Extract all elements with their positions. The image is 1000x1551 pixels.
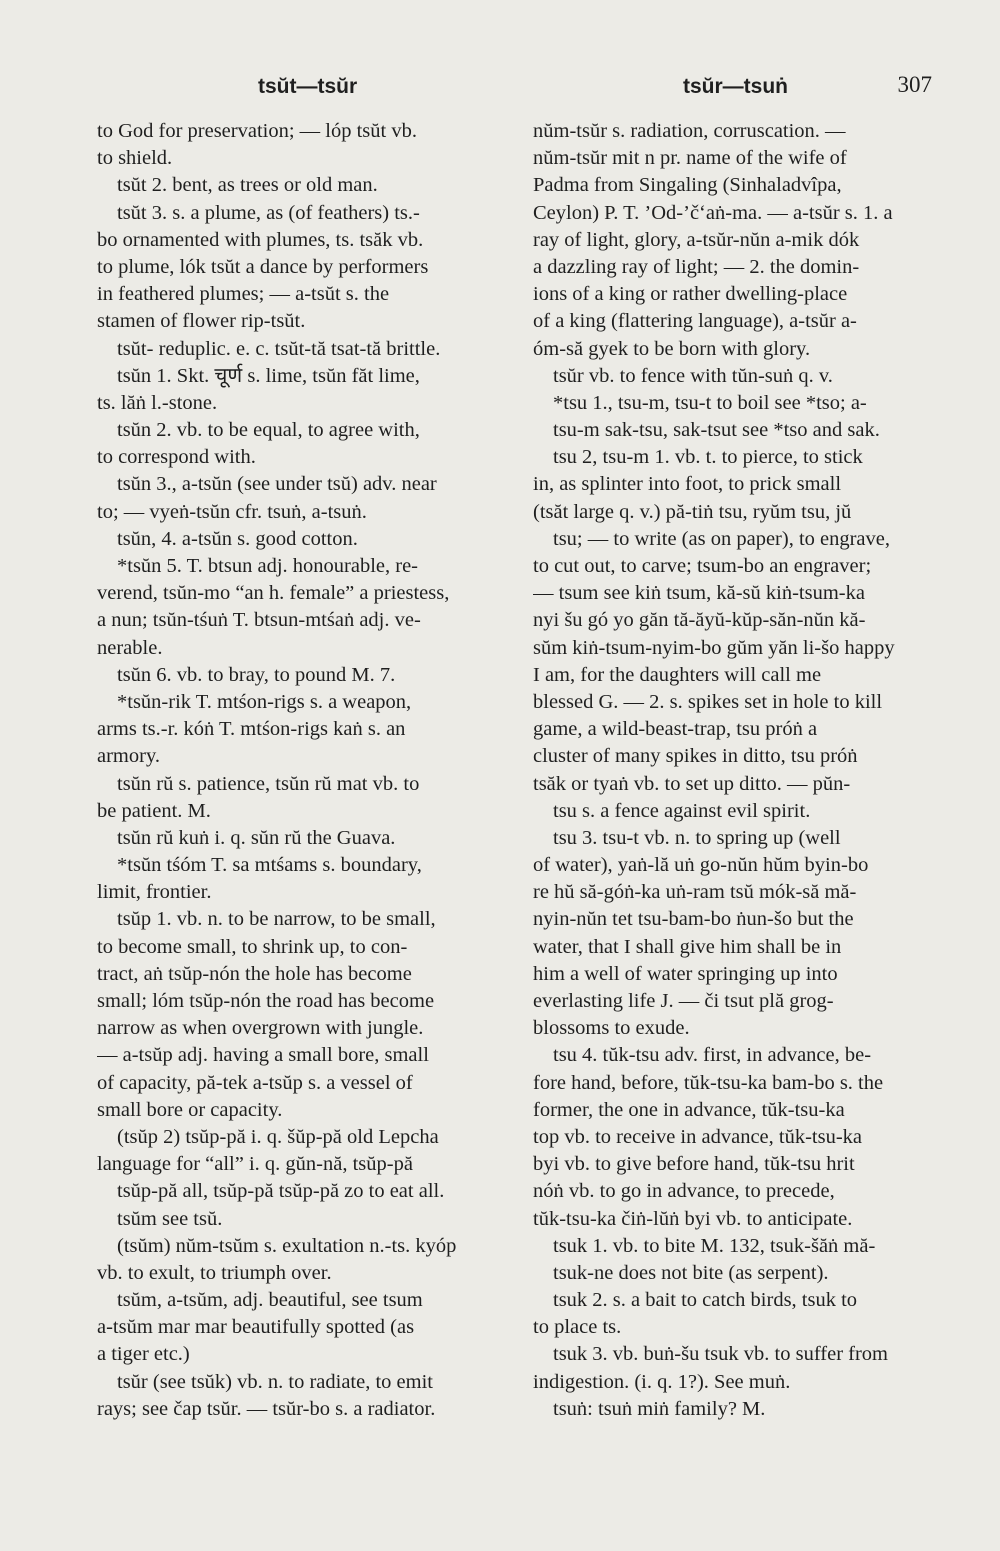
entry-line: of a king (flattering language), a-tsŭr a- (533, 310, 857, 333)
entry-line: nerable. (97, 636, 163, 659)
entry-line: game, a wild-beast-trap, tsu próṅ a (533, 718, 818, 741)
entry-line: everlasting life J. — či tsut plă grog- (533, 990, 834, 1012)
entry-line: tsŭn 1. Skt. चूर्ण s. lime, tsŭn făt lime, (117, 364, 420, 387)
entry-line: tsŭn rŭ s. patience, tsŭn rŭ mat vb. to (117, 772, 420, 795)
running-head-left: tsŭt—tsŭr (258, 75, 358, 98)
entry-line: tsŭn 3., a-tsŭn (see under tsŭ) adv. near (117, 473, 437, 496)
entry-line: — a-tsŭp adj. having a small bore, small (97, 1044, 429, 1067)
entry-line: fore hand, before, tŭk-tsu-ka bam-bo s. the (533, 1071, 884, 1094)
entry-line: bo ornamented with plumes, ts. tsăk vb. (97, 228, 424, 251)
right-column (533, 118, 945, 1423)
entry-line: tsŭn rŭ kuṅ i. q. sŭn rŭ the Guava. (117, 826, 396, 849)
entry-line: to God for preservation; — lóp tsŭt vb. (97, 120, 417, 142)
entry-line: a nun; tsŭn-tśuṅ T. btsun-mtśaṅ adj. ve- (97, 609, 421, 632)
entry-line: Ceylon) P. T. ’Od-’č‘aṅ-ma. — a-tsŭr s. 1. a (533, 201, 893, 224)
entry-line: tsŭr vb. to fence with tŭn-suṅ q. v. (553, 364, 833, 387)
entry-line: small; lóm tsŭp-nón the road has become (97, 990, 435, 1012)
entry-line: of capacity, pă-tek a-tsŭp s. a vessel of (97, 1071, 413, 1094)
entry-line: nóṅ vb. to go in advance, to precede, (533, 1180, 835, 1203)
entry-line: narrow as when overgrown with jungle. (97, 1017, 424, 1040)
entry-line: language for “all” i. q. gŭn-nă, tsŭp-pă (97, 1153, 413, 1176)
entry-line: tract, aṅ tsŭp-nón the hole has become (97, 962, 412, 985)
entry-line: former, the one in advance, tŭk-tsu-ka (533, 1098, 845, 1121)
entry-line: tsŭp 1. vb. n. to be narrow, to be small, (117, 908, 436, 931)
entry-line: *tsu 1., tsu-m, tsu-t to boil see *tso; a- (553, 391, 867, 414)
entry-line: (tsăt large q. v.) pă-tiṅ tsu, ryŭm tsu, jŭ (533, 500, 852, 523)
entry-line: cluster of many spikes in ditto, tsu próṅ (533, 745, 858, 768)
entry-line: to cut out, to carve; tsum-bo an engraver; (533, 555, 872, 577)
entry-line: tsu 2, tsu-m 1. vb. t. to pierce, to stick (553, 446, 863, 469)
entry-line: tsu; — to write (as on paper), to engrave, (553, 527, 891, 550)
entry-line: tsŭm see tsŭ. (117, 1207, 223, 1230)
running-head-right: tsŭr—tsuṅ (683, 75, 788, 98)
entry-line: to plume, lók tsŭt a dance by performers (97, 255, 429, 278)
entry-line: indigestion. (i. q. 1?). See muṅ. (533, 1370, 791, 1393)
entry-line: tsŭm, a-tsŭm, adj. beautiful, see tsum (117, 1289, 423, 1312)
entry-line: tsu 4. tŭk-tsu adv. first, in advance, be- (553, 1044, 872, 1067)
entry-line: tsŭt- reduplic. e. c. tsŭt-tă tsat-tă brittle. (117, 337, 441, 360)
entry-line: a-tsŭm mar mar beautifully spotted (as (97, 1316, 415, 1339)
entry-line: ions of a king or rather dwelling-place (533, 283, 848, 306)
entry-line: ts. lăṅ l.-stone. (97, 391, 218, 414)
entry-line: — tsum see kiṅ tsum, kă-sŭ kiṅ-tsum-ka (533, 582, 865, 605)
entry-line: tsŭr (see tsŭk) vb. n. to radiate, to emit (117, 1370, 433, 1393)
entry-line: stamen of flower rip-tsŭt. (97, 310, 306, 333)
entry-line: tsŭt 2. bent, as trees or old man. (117, 174, 378, 197)
entry-line: tsuk-ne does not bite (as serpent). (553, 1261, 829, 1284)
entry-line: Padma from Singaling (Sinhaladvîpa, (533, 174, 842, 197)
entry-line: small bore or capacity. (97, 1098, 283, 1121)
entry-line: tsuṅ: tsuṅ miṅ family? M. (553, 1397, 766, 1420)
entry-line: *tsŭn 5. T. btsun adj. honourable, re- (117, 555, 418, 577)
entry-line: top vb. to receive in advance, tŭk-tsu-ka (533, 1125, 863, 1148)
entry-line: nŭm-tsŭr mit n pr. name of the wife of (533, 147, 847, 170)
entry-line: tŭk-tsu-ka čiṅ-lŭṅ byi vb. to anticipate. (533, 1207, 853, 1230)
entry-line: tsu 3. tsu-t vb. n. to spring up (well (553, 826, 841, 849)
entry-line: to; — vyeṅ-tsŭn cfr. tsuṅ, a-tsuṅ. (97, 500, 367, 523)
entry-line: verend, tsŭn-mo “an h. female” a priestess, (97, 582, 450, 605)
entry-line: tsuk 3. vb. buṅ-šu tsuk vb. to suffer from (553, 1343, 889, 1366)
left-column (97, 118, 509, 1423)
entry-line: tsŭn 2. vb. to be equal, to agree with, (117, 419, 420, 442)
entry-line: water, that I shall give him shall be in (533, 935, 842, 958)
entry-line: nyin-nŭn tet tsu-bam-bo ṅun-šo but the (533, 908, 854, 931)
entry-line: tsŭt 3. s. a plume, as (of feathers) ts.- (117, 201, 420, 224)
entry-line: tsŭn 6. vb. to bray, to pound M. 7. (117, 663, 396, 686)
entry-line: blessed G. — 2. s. spikes set in hole to kill (533, 690, 883, 713)
entry-line: sŭm kiṅ-tsum-nyim-bo gŭm yăn li-šo happy (533, 636, 895, 659)
entry-line: armory. (97, 745, 160, 768)
entry-line: tsŭn, 4. a-tsŭn s. good cotton. (117, 527, 358, 550)
entry-line: be patient. M. (97, 799, 211, 822)
entry-line: tsu-m sak-tsu, sak-tsut see *tso and sak. (553, 419, 880, 442)
entry-line: blossoms to exude. (533, 1017, 690, 1040)
entry-line: in, as splinter into foot, to prick small (533, 473, 842, 496)
entry-line: nŭm-tsŭr s. radiation, corruscation. — (533, 120, 846, 142)
entry-line: in feathered plumes; — a-tsŭt s. the (97, 283, 390, 306)
entry-line: ray of light, glory, a-tsŭr-nŭn a-mik dók (533, 228, 860, 251)
entry-line: *tsŭn tśóm T. sa mtśams s. boundary, (117, 854, 422, 877)
entry-line: tsuk 2. s. a bait to catch birds, tsuk to (553, 1289, 858, 1312)
entry-line: a dazzling ray of light; — 2. the domin- (533, 255, 860, 278)
entry-line: re hŭ să-góṅ-ka uṅ-ram tsŭ mók-să mă- (533, 881, 857, 904)
entry-line: a tiger etc.) (97, 1343, 190, 1366)
entry-line: (tsŭm) nŭm-tsŭm s. exultation n.-ts. kyóp (117, 1234, 457, 1257)
entry-line: óm-să gyek to be born with glory. (533, 337, 811, 360)
entry-line: tsu s. a fence against evil spirit. (553, 799, 811, 822)
entry-line: vb. to exult, to triumph over. (97, 1261, 332, 1284)
entry-line: tsŭp-pă all, tsŭp-pă tsŭp-pă zo to eat all. (117, 1180, 445, 1203)
entry-line: to place ts. (533, 1316, 622, 1339)
entry-line: *tsŭn-rik T. mtśon-rigs s. a weapon, (117, 690, 412, 713)
entry-line: to shield. (97, 147, 173, 170)
entry-line: to correspond with. (97, 446, 256, 469)
entry-line: rays; see čap tsŭr. — tsŭr-bo s. a radiator. (97, 1397, 436, 1420)
entry-line: of water), yaṅ-lă uṅ go-nŭn hŭm byin-bo (533, 854, 869, 877)
page-number: 307 (897, 72, 932, 97)
entry-line: tsăk or tyaṅ vb. to set up ditto. — pŭn- (533, 772, 851, 795)
entry-line: I am, for the daughters will call me (533, 663, 822, 686)
entry-line: him a well of water springing up into (533, 962, 838, 985)
entry-line: tsuk 1. vb. to bite M. 132, tsuk-šăṅ mă- (553, 1234, 876, 1257)
entry-line: arms ts.-r. kóṅ T. mtśon-rigs kaṅ s. an (97, 718, 406, 741)
entry-line: byi vb. to give before hand, tŭk-tsu hrit (533, 1153, 855, 1176)
entry-line: limit, frontier. (97, 881, 212, 904)
entry-line: nyi šu gó yo găn tă-ăyŭ-kŭp-săn-nŭn kă- (533, 609, 866, 632)
entry-line: to become small, to shrink up, to con- (97, 935, 408, 958)
entry-line: (tsŭp 2) tsŭp-pă i. q. šŭp-pă old Lepcha (117, 1125, 439, 1148)
